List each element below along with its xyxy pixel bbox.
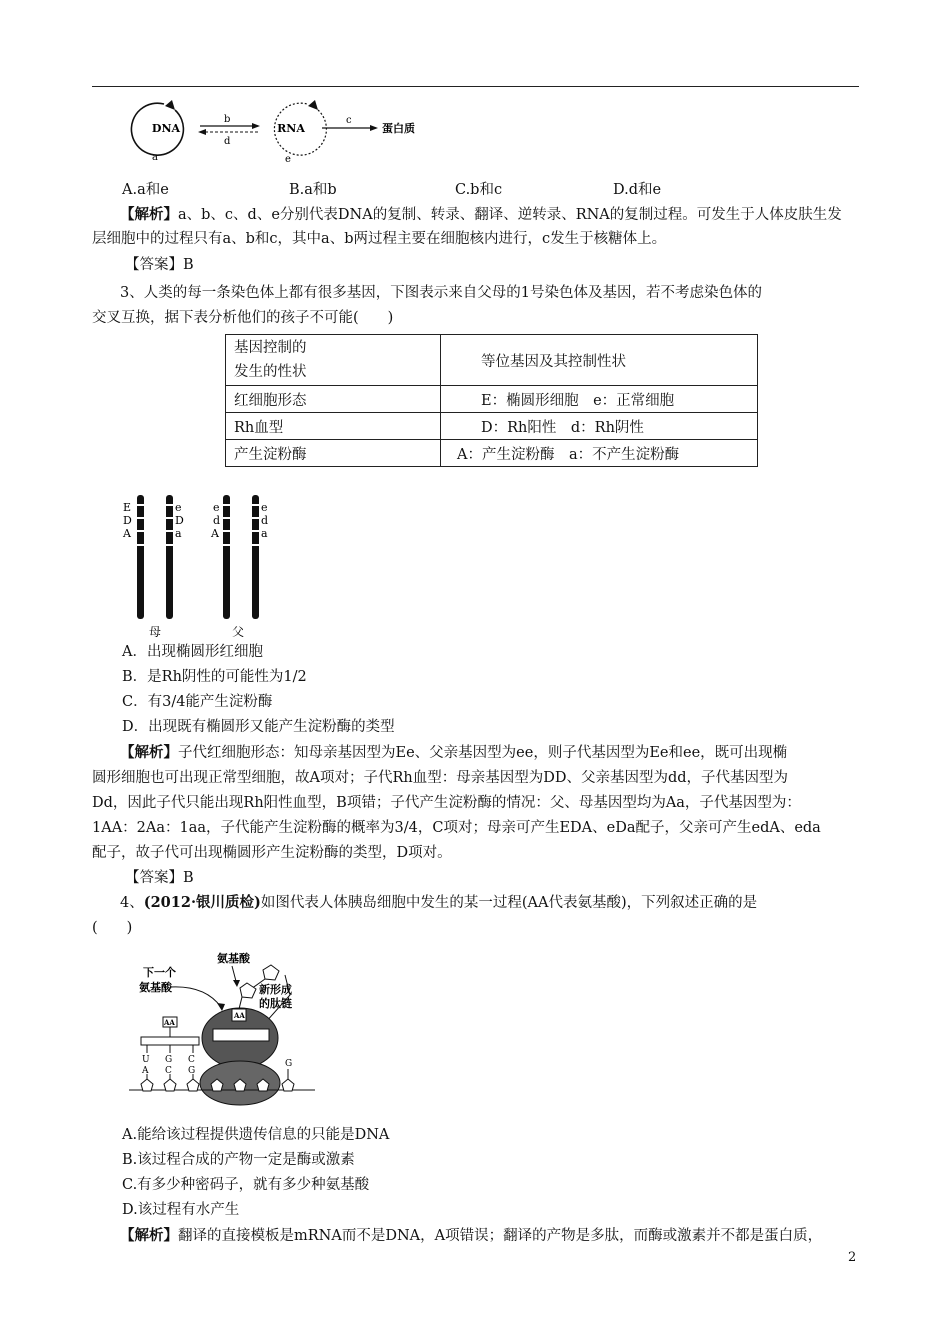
dna-label: DNA (151, 122, 181, 135)
table-header-alleles: 等位基因及其控制性状 (441, 335, 758, 386)
svg-text:A: A (123, 527, 131, 540)
anticodon-base-2: G (165, 1055, 173, 1065)
q4-analysis-line-1: 【解析】翻译的直接模板是mRNA而不是DNA，A项错误；翻译的产物是多肽，而酶或激素并不都是蛋白质， (120, 1227, 823, 1244)
page-number: 2 (848, 1250, 857, 1265)
label-b: b (224, 114, 231, 125)
q3-option-b: B．是Rh阴性的可能性为1/2 (122, 669, 307, 685)
codon-base-2: C (165, 1066, 172, 1076)
label-d: d (224, 136, 231, 147)
q2-analysis-tag: 【解析】 (120, 206, 178, 223)
svg-text:e: e (213, 501, 220, 514)
q3-analysis-line-3: Dd，因此子代只能出现Rh阳性血型，B项错；子代产生淀粉酶的情况：父、母基因型均为Aa，子代基因型为： (92, 795, 801, 811)
father-chromosome-1 (210, 495, 231, 619)
q4-stem-line-2: ( ) (92, 920, 133, 936)
q4-option-c: C.有多少种密码子，就有多少种氨基酸 (122, 1177, 370, 1193)
q2-option-c: C.b和c (455, 182, 503, 198)
trna (141, 1017, 199, 1053)
table-row: Rh血型 D：Rh阳性 d：Rh阴性 (226, 413, 758, 440)
svg-text:D: D (123, 514, 132, 527)
codon-base-1: A (142, 1066, 149, 1076)
header-rule (92, 86, 859, 87)
label-a: a (152, 152, 158, 163)
mother-chromosome-2 (165, 495, 184, 619)
anticodon-base-3: C (188, 1055, 195, 1065)
q2-option-a: A.a和e (122, 182, 169, 198)
q3-answer: 【答案】B (125, 870, 194, 886)
mother-chromosome-1 (122, 495, 145, 619)
q4-stem-line-1: 4、(2012·银川质检)如图代表人体胰岛细胞中发生的某一过程(AA代表氨基酸)，下列叙述正确的是 (120, 894, 758, 911)
q2-analysis-line-2: 层细胞中的过程只有a、b和c，其中a、b两过程主要在细胞核内进行，c发生于核糖体上。 (92, 231, 667, 247)
amino-acid-label: 氨基酸 (217, 952, 250, 965)
chromosome-figure (110, 490, 290, 640)
next-aa-label-1: 下一个 (143, 966, 176, 979)
q3-analysis-line-1: 【解析】子代红细胞形态：知母亲基因型为Ee、父亲基因型为ee，则子代基因型为Ee和ee，既可出现椭 (120, 744, 788, 761)
label-c: c (346, 115, 352, 126)
q3-option-a: A．出现椭圆形红细胞 (122, 644, 263, 660)
new-peptide-label-2: 的肽链 (259, 997, 292, 1010)
aa-in-ribosome: AA (234, 1011, 245, 1020)
rna-label: RNA (277, 122, 305, 135)
reverse-transcription-arrow (198, 129, 258, 135)
svg-text:A: A (211, 527, 219, 540)
q2-option-b: B.a和b (289, 182, 337, 198)
q3-stem-line-1: 3、人类的每一条染色体上都有很多基因，下图表示来自父母的1号染色体及基因，若不考虑染色体的 (120, 285, 762, 301)
q4-option-d: D.该过程有水产生 (122, 1202, 240, 1218)
svg-text:D: D (175, 514, 184, 527)
central-dogma-figure (120, 94, 460, 166)
q2-answer: 【答案】B (125, 257, 194, 273)
q3-analysis-line-2: 圆形细胞也可出现正常型细胞，故A项对；子代Rh血型：母亲基因型为DD、父亲基因型为dd，子代基因型为 (92, 770, 789, 786)
table-header-trait: 基因控制的 发生的性状 (226, 335, 441, 386)
gene-trait-table (225, 334, 758, 467)
q2-analysis-line-1: 【解析】a、b、c、d、e分别代表DNA的复制、转录、翻译、逆转录、RNA的复制过程。可发生于人体皮肤生发 (120, 206, 842, 223)
svg-text:e: e (175, 501, 182, 514)
svg-text:E: E (123, 501, 132, 514)
label-e: e (285, 154, 291, 165)
translation-figure (125, 945, 320, 1120)
codon-base-3: G (188, 1066, 196, 1076)
svg-text:a: a (175, 527, 182, 540)
q3-analysis-line-5: 配子，故子代可出现椭圆形产生淀粉酶的类型，D项对。 (92, 845, 452, 861)
aa-on-trna: AA (164, 1018, 175, 1027)
q3-analysis-line-4: 1AA：2Aa：1aa，子代能产生淀粉酶的概率为3/4，C项对；母亲可产生EDA、eDa配子，父亲可产生edA、eda (92, 820, 821, 836)
svg-text:d: d (261, 514, 269, 527)
svg-text:d: d (213, 514, 221, 527)
protein-label: 蛋白质 (382, 122, 415, 135)
table-row: 产生淀粉酶 A：产生淀粉酶 a：不产生淀粉酶 (226, 440, 758, 467)
q4-option-b: B.该过程合成的产物一定是酶或激素 (122, 1152, 355, 1168)
q3-analysis-tag: 【解析】 (120, 744, 178, 761)
q3-option-d: D．出现既有椭圆形又能产生淀粉酶的类型 (122, 719, 395, 735)
svg-text:e: e (261, 501, 268, 514)
mother-label: 母 (149, 625, 162, 639)
q3-stem-line-2: 交叉互换，据下表分析他们的孩子不可能( ) (92, 310, 394, 326)
svg-text:a: a (261, 527, 268, 540)
q4-analysis-tag: 【解析】 (120, 1227, 178, 1244)
father-label: 父 (232, 625, 245, 639)
father-chromosome-2 (251, 495, 268, 619)
next-aa-label-2: 氨基酸 (139, 981, 172, 994)
q3-option-c: C．有3/4能产生淀粉酶 (122, 694, 273, 710)
q4-option-a: A.能给该过程提供遗传信息的只能是DNA (122, 1127, 390, 1143)
q2-option-d: D.d和e (613, 182, 662, 198)
table-header-row (226, 335, 758, 386)
right-base: G (285, 1059, 293, 1069)
new-peptide-label-1: 新形成 (259, 983, 292, 996)
anticodon-base-1: U (142, 1055, 150, 1065)
q4-source: (2012·银川质检) (143, 894, 261, 911)
table-row: 红细胞形态 E：椭圆形细胞 e：正常细胞 (226, 386, 758, 413)
